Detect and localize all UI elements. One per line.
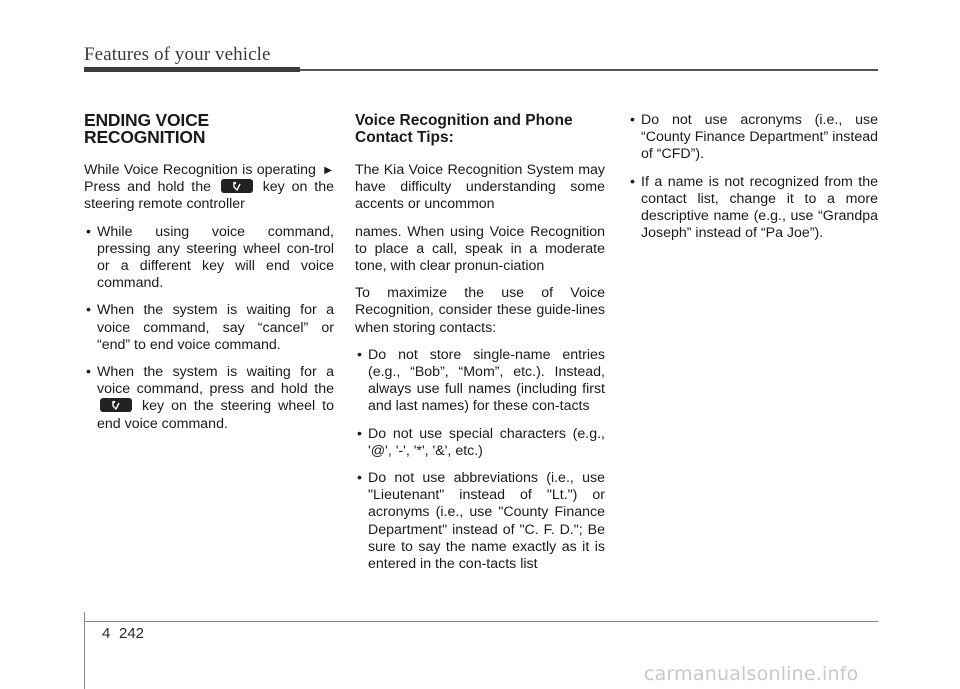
paragraph: names. When using Voice Recognition to place a call, speak in a moderate tone, with clear pronun-ciation xyxy=(355,223,605,275)
page-number: 242 xyxy=(119,625,145,642)
voice-key-icon xyxy=(100,398,132,412)
section-heading-phone-contact-tips: Voice Recognition and Phone Contact Tips: xyxy=(355,112,573,146)
list-item: • Do not use special characters (e.g., '@', '-', '*', '&', etc.) xyxy=(357,425,605,459)
list-item: • Do not use abbreviations (i.e., use "Lieutenant" instead of "Lt.") or acronyms (i.e., use "County Finance Department" instead of "C. F. D."; Be sure to say the name exactly as it is entered in the con-tacts list xyxy=(357,470,605,573)
paragraph: To maximize the use of Voice Recognition, consider these guide-lines when storing contacts: xyxy=(355,285,605,336)
intro-paragraph xyxy=(84,162,334,214)
column-1 xyxy=(84,112,334,443)
ending-bullets xyxy=(84,224,334,433)
tips-bullets xyxy=(355,347,605,573)
list-item: • When the system is waiting for a voice command, say “cancel” or “end” to end voice command. xyxy=(86,302,334,353)
tips-bullets-continued xyxy=(628,112,878,242)
voice-key-icon xyxy=(221,179,253,193)
right-arrow-icon: ▶ xyxy=(324,165,332,176)
bullet-dot: • xyxy=(630,173,635,190)
list-item: • When the system is waiting for a voice command, press and hold the key on the steering wheel to end voice command. xyxy=(86,364,334,432)
bullet-dot: • xyxy=(86,364,91,381)
chapter-number: 4 xyxy=(102,625,111,642)
column-2 xyxy=(355,112,605,583)
intro-text-c: key on the steering remote controller xyxy=(84,179,334,213)
bullet-dot: • xyxy=(630,112,635,128)
list-item: • Do not store single-name entries (e.g., “Bob”, “Mom”, etc.). Instead, always use full names (including first and last names) for these con-tacts xyxy=(357,346,605,415)
list-item: • While using voice command, pressing any steering wheel con-trol or a different key will end voice command. xyxy=(86,223,334,292)
page-header-title: Features of your vehicle xyxy=(84,44,271,65)
bullet-dot: • xyxy=(86,302,91,319)
list-item: • Do not use acronyms (i.e., use “County Finance Department” instead of “CFD”). xyxy=(630,112,878,163)
intro-text-b: Press and hold the xyxy=(84,179,212,196)
footer-vertical-rule xyxy=(84,612,85,689)
bullet-dot: • xyxy=(357,346,362,363)
bullet-dot: • xyxy=(357,425,362,442)
bullet-dot: • xyxy=(357,470,362,487)
header-rule-thin xyxy=(300,69,878,71)
column-3 xyxy=(628,112,878,252)
watermark: carmanualsonline.info xyxy=(644,663,859,685)
paragraph: The Kia Voice Recognition System may have difficulty understanding some accents or uncommon xyxy=(355,162,605,213)
intro-text-a: While Voice Recognition is operating xyxy=(84,162,316,178)
header-rule-thick xyxy=(84,67,300,72)
list-item: • If a name is not recognized from the contact list, change it to a more descriptive name (e.g., use “Grandpa Joseph” instead of “Pa Joe”). xyxy=(630,173,878,242)
section-heading-ending-voice-recognition: ENDING VOICE RECOGNITION xyxy=(84,110,209,147)
footer-rule xyxy=(84,621,878,622)
bullet-dot: • xyxy=(86,223,91,240)
